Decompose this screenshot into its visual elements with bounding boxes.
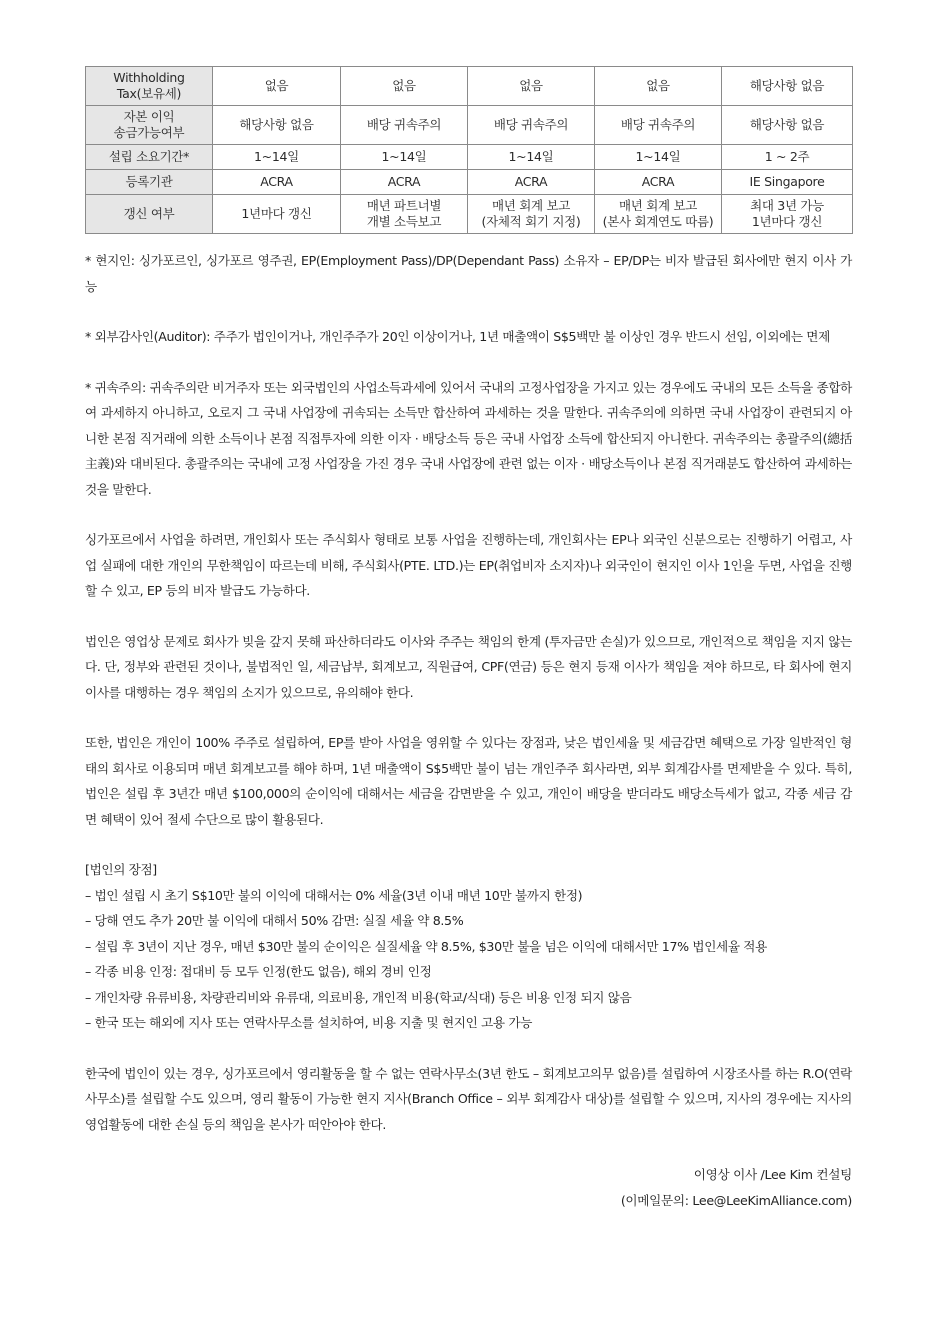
paragraph: 싱가포르에서 사업을 하려면, 개인회사 또는 주식회사 형태로 보통 사업을 진행하는데, 개인회사는 EP나 외국인 신분으로는 진행하기 어렵고, 사업 실패에 대한 개인의 무한책임이 따르는데 비해, 주식회사(PTE. LTD.)는 EP(취업비자 소지자)나 외국인이 현지인 이사 1인을 두면, 사업을 진행할 수 있고, EP 등의 비자 발급도 가능하다. (85, 532, 852, 598)
note-auditor: * 외부감사인(Auditor): 주주가 법인이거나, 개인주주가 20인 이상이거나, 1년 매출액이 S$5백만 불 이상인 경우 반드시 선임, 이외에는 면제 (85, 329, 830, 344)
table-cell: 1~14일 (341, 145, 468, 170)
table-cell: 1 ~ 2주 (722, 145, 853, 170)
row-header: 갱신 여부 (86, 195, 213, 234)
table-cell: 1년마다 갱신 (213, 195, 341, 234)
row-header: 등록기관 (86, 170, 213, 195)
table-cell: ACRA (213, 170, 341, 195)
table-cell: 해당사항 없음 (213, 106, 341, 145)
table-cell: 없음 (468, 67, 595, 106)
table-cell: ACRA (595, 170, 722, 195)
table-cell: 매년 회계 보고 (본사 회계연도 따름) (595, 195, 722, 234)
document-page (85, 66, 852, 1213)
table-cell: 해당사항 없음 (722, 106, 853, 145)
table-cell: ACRA (341, 170, 468, 195)
list-item: – 각종 비용 인정: 접대비 등 모두 인정(한도 없음), 해외 경비 인정 (85, 964, 432, 979)
table-cell: 없음 (213, 67, 341, 106)
row-header: 설립 소요기간* (86, 145, 213, 170)
table-cell: ACRA (468, 170, 595, 195)
table-cell: 배당 귀속주의 (468, 106, 595, 145)
contact-line: (이메일문의: Lee@LeeKimAlliance.com) (620, 1192, 852, 1208)
comparison-table (85, 66, 853, 234)
table-row (86, 145, 853, 170)
list-item: – 개인차량 유류비용, 차량관리비와 유류대, 의료비용, 개인적 비용(학교/식대) 등은 비용 인정 되지 않음 (85, 989, 632, 1005)
row-header: Withholding Tax(보유세) (86, 67, 213, 106)
list-item: – 당해 연도 추가 20만 불 이익에 대해서 50% 감면: 실질 세율 약 8.5% (85, 913, 464, 928)
table-row (86, 67, 853, 106)
list-item: – 설립 후 3년이 지난 경우, 매년 $30만 불의 순이익은 실질세율 약 8.5%, $30만 불을 넘은 이익에 대해서만 17% 법인세율 적용 (85, 938, 767, 954)
list-item: – 법인 설립 시 초기 S$10만 불의 이익에 대해서는 0% 세율(3년 이내 매년 10만 불까지 한정) (85, 887, 583, 903)
signature (85, 1162, 852, 1213)
table-cell: 배당 귀속주의 (341, 106, 468, 145)
note-local: * 현지인: 싱가포르인, 싱가포르 영주권, EP(Employment Pass)/DP(Dependant Pass) 소유자 – EP/DP는 비자 발급된 회사에만 현지 이사 가능 (85, 253, 852, 294)
author-line: 이영상 이사 /Lee Kim 컨설팅 (693, 1167, 852, 1182)
table-cell: 매년 회계 보고 (자체적 회기 지정) (468, 195, 595, 234)
table-cell: 최대 3년 가능 1년마다 갱신 (722, 195, 853, 234)
list-item: – 한국 또는 해외에 지사 또는 연락사무소를 설치하여, 비용 지출 및 현지인 고용 가능 (85, 1015, 533, 1030)
paragraph: 또한, 법인은 개인이 100% 주주로 설립하여, EP를 받아 사업을 영위할 수 있다는 장점과, 낮은 법인세율 및 세금감면 혜택으로 가장 일반적인 형태의 회사로 이용되며 매년 회계보고를 해야 하며, 1년 매출액이 S$5백만 불이 넘는 개인주주 회사라면, 외부 회계감사를 면제받을 수 있다. 특히, 법인은 설립 후 3년간 매년 $100,000의 순이익에 대해서는 세금을 감면받을 수 있고, 개인이 배당을 받더라도 배당소득세가 없고, 각종 세금 감면 혜택이 있어 절세 수단으로 많이 활용된다. (85, 735, 852, 827)
table-row (86, 106, 853, 145)
table-cell: IE Singapore (722, 170, 853, 195)
closing-paragraph: 한국에 법인이 있는 경우, 싱가포르에서 영리활동을 할 수 없는 연락사무소(3년 한도 – 회계보고의무 없음)를 설립하여 시장조사를 하는 R.O(연락사무소)를 설립할 수도 있으며, 영리 활동이 가능한 현지 지사(Branch Office – 외부 회계감사 대상)를 설립할 수 있으며, 지사의 경우에는 지사의 영업활동에 대한 손실 등의 책임을 본사가 떠안아야 한다. (85, 1065, 852, 1132)
advantages-title: [법인의 장점] (85, 862, 157, 877)
table-row (86, 195, 853, 234)
body-text (85, 248, 852, 1162)
note-attribution: * 귀속주의: 귀속주의란 비거주자 또는 외국법인의 사업소득과세에 있어서 국내의 고정사업장을 가지고 있는 경우에도 국내의 모든 소득을 종합하여 과세하지 아니하고, 오로지 그 국내 사업장에 귀속되는 소득만 합산하여 과세하는 것을 말한다. 귀속주의에 의하면 국내 사업장이 관련되지 아니한 본점 직거래에 의한 소득이나 본점 직접투자에 의한 이자 · 배당소득 등은 국내 사업장 소득에 합산되지 아니한다. 귀속주의는 총괄주의(總括主義)와 대비된다. 총괄주의는 국내에 고정 사업장을 가진 경우 국내 사업장에 관련 없는 이자 · 배당소득이나 본점 직거래분도 합산하여 과세하는 것을 말한다. (85, 379, 852, 497)
paragraph: 법인은 영업상 문제로 회사가 빚을 갚지 못해 파산하더라도 이사와 주주는 책임의 한계 (투자금만 손실)가 있으므로, 개인적으로 책임을 지지 않는다. 단, 정부와 관련된 것이나, 불법적인 일, 세금납부, 회계보고, 직원급여, CPF(연금) 등은 현지 등재 이사가 책임을 져야 하므로, 타 회사에 현지 이사를 대행하는 경우 책임의 소지가 있으므로, 유의해야 한다. (85, 633, 852, 700)
table-cell: 해당사항 없음 (722, 67, 853, 106)
table-cell: 배당 귀속주의 (595, 106, 722, 145)
table-cell: 없음 (341, 67, 468, 106)
table-row (86, 170, 853, 195)
table-cell: 1~14일 (595, 145, 722, 170)
row-header: 자본 이익 송금가능여부 (86, 106, 213, 145)
table-cell: 매년 파트너별 개별 소득보고 (341, 195, 468, 234)
table-cell: 1~14일 (468, 145, 595, 170)
table-cell: 없음 (595, 67, 722, 106)
table-cell: 1~14일 (213, 145, 341, 170)
